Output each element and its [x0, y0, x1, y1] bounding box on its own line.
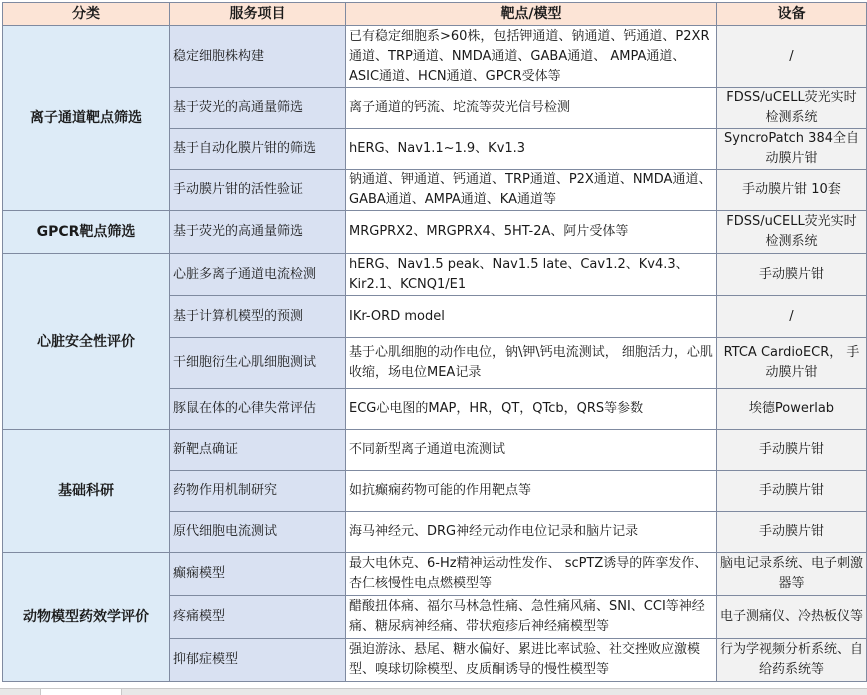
- equipment-cell: 行为学视频分析系统、自给药系统等: [717, 639, 867, 682]
- service-cell: 基于计算机模型的预测: [170, 296, 346, 338]
- equipment-cell: /: [717, 296, 867, 338]
- equipment-cell: 手动膜片钳: [717, 512, 867, 553]
- service-cell: 基于自动化膜片钳的筛选: [170, 129, 346, 170]
- target-cell: 离子通道的钙流、坨流等荧光信号检测: [346, 88, 717, 129]
- service-cell: 抑郁症模型: [170, 639, 346, 682]
- table-row: [3, 26, 867, 88]
- target-cell: ECG心电图的MAP，HR，QT，QTcb，QRS等参数: [346, 389, 717, 430]
- category-cell: 基础科研: [3, 430, 170, 553]
- target-cell: 已有稳定细胞系>60株，包括钾通道、钠通道、钙通道、P2XR通道、TRP通道、NMDA通道、GABA通道、 AMPA通道、ASIC通道、HCN通道、GPCR受体等: [346, 26, 717, 88]
- table-row: [3, 430, 867, 471]
- service-cell: 原代细胞电流测试: [170, 512, 346, 553]
- target-cell: 不同新型离子通道电流测试: [346, 430, 717, 471]
- equipment-cell: 埃德Powerlab: [717, 389, 867, 430]
- service-cell: 心脏多离子通道电流检测: [170, 254, 346, 296]
- table-row: [3, 553, 867, 596]
- service-cell: 稳定细胞株构建: [170, 26, 346, 88]
- equipment-cell: 手动膜片钳: [717, 471, 867, 512]
- equipment-cell: 电子测痛仪、冷热板仪等: [717, 596, 867, 639]
- service-cell: 基于荧光的高通量筛选: [170, 88, 346, 129]
- header-row: [3, 3, 867, 26]
- target-cell: 海马神经元、DRG神经元动作电位记录和脑片记录: [346, 512, 717, 553]
- service-cell: 疼痛模型: [170, 596, 346, 639]
- equipment-cell: /: [717, 26, 867, 88]
- target-cell: IKr-ORD model: [346, 296, 717, 338]
- services-table: [2, 2, 867, 682]
- header-category: 分类: [3, 3, 170, 26]
- header-equipment: 设备: [717, 3, 867, 26]
- target-cell: 钠通道、钾通道、钙通道、TRP通道、P2X通道、NMDA通道、GABA通道、AMPA通道、KA通道等: [346, 170, 717, 211]
- service-cell: 基于荧光的高通量筛选: [170, 211, 346, 254]
- target-cell: 如抗癫痫药物可能的作用靶点等: [346, 471, 717, 512]
- service-cell: 癫痫模型: [170, 553, 346, 596]
- target-cell: 醋酸扭体痛、福尔马林急性痛、急性痛风痛、SNI、CCI等神经痛、糖尿病神经痛、带状疱疹后神经痛模型等: [346, 596, 717, 639]
- target-cell: 强迫游泳、悬尾、糖水偏好、累进比率试验、社交挫败应激模型、嗅球切除模型、皮质酮诱导的慢性模型等: [346, 639, 717, 682]
- table-row: [3, 254, 867, 296]
- category-cell: 心脏安全性评价: [3, 254, 170, 430]
- equipment-cell: 手动膜片钳: [717, 254, 867, 296]
- service-cell: 药物作用机制研究: [170, 471, 346, 512]
- target-cell: hERG、Nav1.5 peak、Nav1.5 late、Cav1.2、Kv4.3、Kir2.1、KCNQ1/E1: [346, 254, 717, 296]
- equipment-cell: 脑电记录系统、电子刺激器等: [717, 553, 867, 596]
- equipment-cell: RTCA CardioECR， 手动膜片钳: [717, 338, 867, 389]
- category-cell: GPCR靶点筛选: [3, 211, 170, 254]
- sheet-tab[interactable]: [40, 689, 122, 695]
- equipment-cell: FDSS/uCELL荧光实时检测系统: [717, 88, 867, 129]
- target-cell: hERG、Nav1.1~1.9、Kv1.3: [346, 129, 717, 170]
- header-target: 靶点/模型: [346, 3, 717, 26]
- service-cell: 干细胞衍生心肌细胞测试: [170, 338, 346, 389]
- service-cell: 新靶点确证: [170, 430, 346, 471]
- equipment-cell: SyncroPatch 384全自动膜片钳: [717, 129, 867, 170]
- target-cell: 基于心肌细胞的动作电位，钠\钾\钙电流测试， 细胞活力，心肌收缩，场电位MEA记录: [346, 338, 717, 389]
- equipment-cell: 手动膜片钳 10套: [717, 170, 867, 211]
- target-cell: 最大电休克、6-Hz精神运动性发作、 scPTZ诱导的阵挛发作、杏仁核慢性电点燃模型等: [346, 553, 717, 596]
- service-cell: 手动膜片钳的活性验证: [170, 170, 346, 211]
- equipment-cell: 手动膜片钳: [717, 430, 867, 471]
- header-service: 服务项目: [170, 3, 346, 26]
- category-cell: 动物模型药效学评价: [3, 553, 170, 682]
- equipment-cell: FDSS/uCELL荧光实时检测系统: [717, 211, 867, 254]
- target-cell: MRGPRX2、MRGPRX4、5HT-2A、阿片受体等: [346, 211, 717, 254]
- service-cell: 豚鼠在体的心律失常评估: [170, 389, 346, 430]
- category-cell: 离子通道靶点筛选: [3, 26, 170, 211]
- table-row: [3, 211, 867, 254]
